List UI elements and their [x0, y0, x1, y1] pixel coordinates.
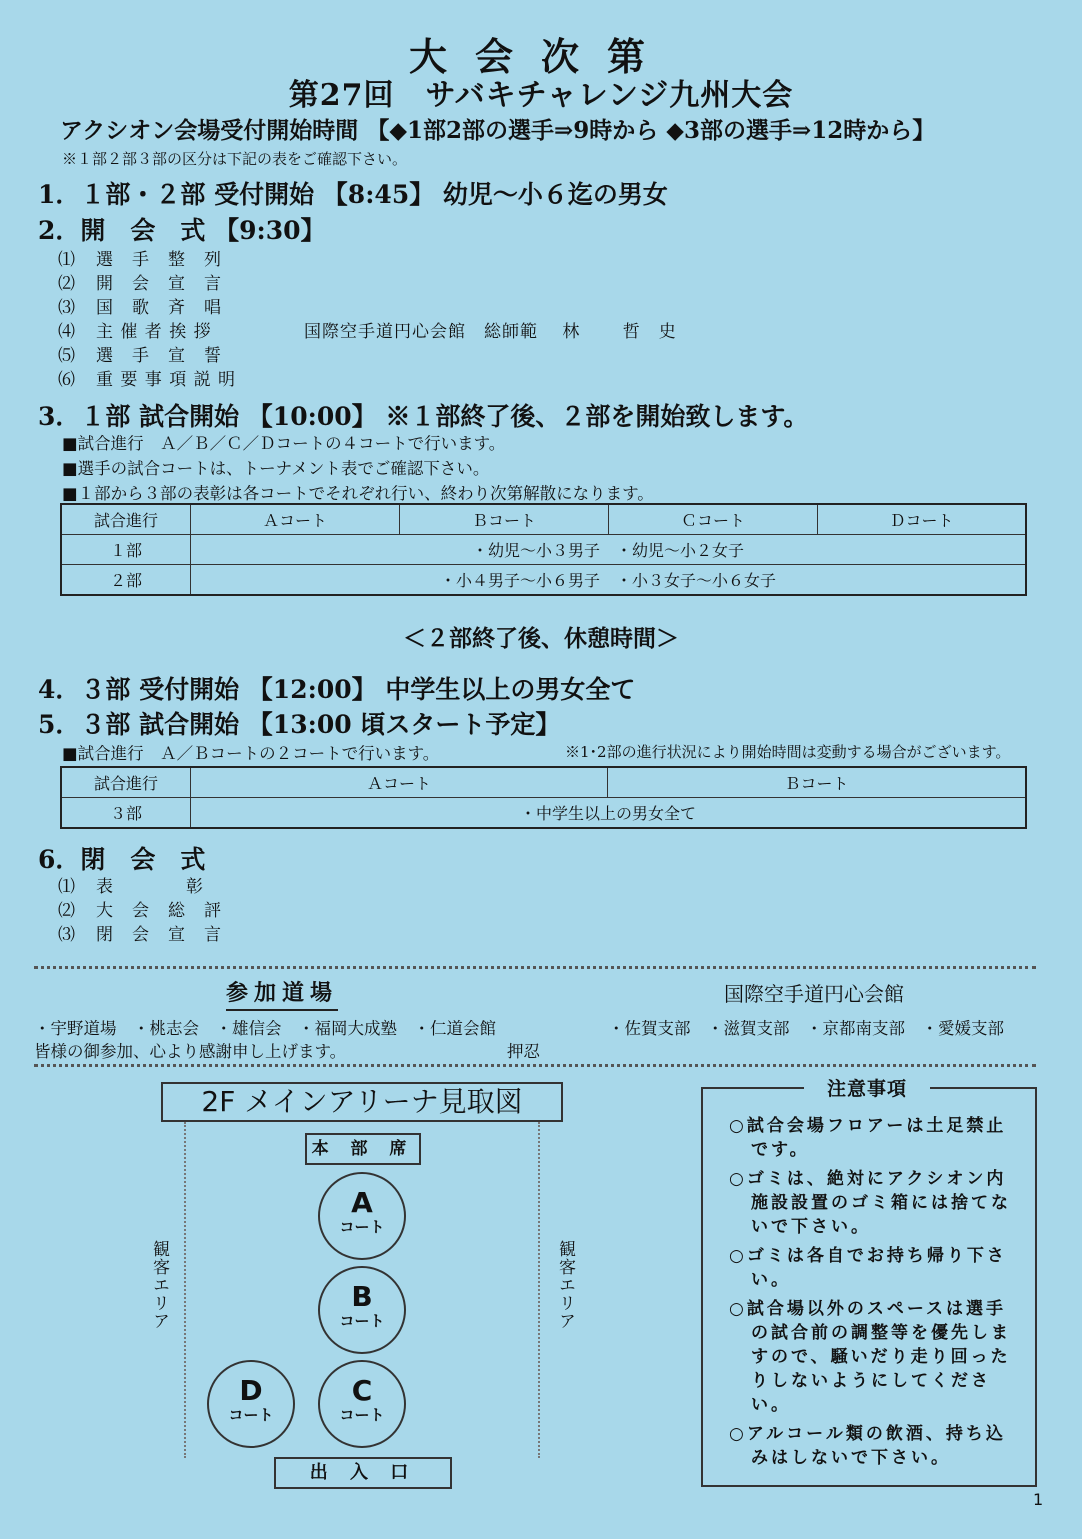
- table-header: Ａコート: [191, 504, 400, 535]
- opening-item: [58, 269, 222, 294]
- table-header: 試合進行: [61, 504, 191, 535]
- opening-item: [58, 317, 677, 342]
- map-title: 2F メインアリーナ見取図: [161, 1082, 563, 1122]
- item-number: ⑴: [58, 250, 76, 270]
- table-header: 試合進行: [61, 767, 191, 798]
- item-number: ⑷: [58, 322, 76, 342]
- opening-item: [58, 293, 222, 318]
- table-cell: ・小４男子～小６男子 ・小３女子～小６女子: [191, 565, 1027, 596]
- item-number: ⑵: [58, 274, 76, 294]
- page-title: 大会次第: [408, 34, 673, 79]
- map-left-boundary: [184, 1122, 186, 1458]
- table-row-label: ３部: [61, 798, 191, 829]
- s3-note: ■試合進行 Ａ／Ｂ／Ｃ／Ｄコートの４コートで行います。: [62, 434, 506, 453]
- item-label: 開 会 宣 言: [96, 274, 222, 294]
- court-letter: C: [351, 1374, 373, 1407]
- map-right-boundary: [538, 1122, 540, 1458]
- notice-title: 注意事項: [804, 1074, 930, 1101]
- org-heading: 国際空手道円心会館: [724, 982, 904, 1006]
- divider: [34, 1064, 1036, 1067]
- table-header: Ｄコート: [818, 504, 1027, 535]
- page-number: 1: [1033, 1490, 1044, 1509]
- signature: 押忍: [507, 1042, 540, 1061]
- table-header: Ｂコート: [608, 767, 1027, 798]
- notice-item: ○アルコール類の飲酒、持ち込みはしないで下さい。: [729, 1424, 1006, 1468]
- divider: [34, 966, 1036, 969]
- division-note: ※１部２部３部の区分は下記の表をご確認下さい。: [62, 150, 408, 168]
- break-notice: ＜２部終了後、休憩時間＞: [403, 625, 679, 652]
- court-label: コート: [339, 1218, 385, 1236]
- court-c: [318, 1360, 406, 1448]
- section-1-heading: 1．１部・２部 受付開始 【8:45】 幼児～小６迄の男女: [38, 180, 668, 209]
- item-label: 表 彰: [96, 877, 204, 897]
- table-header-row: [61, 504, 1026, 535]
- table-header: Ａコート: [191, 767, 608, 798]
- item-detail: 国際空手道円心会館 総師範 林 哲 史: [304, 322, 677, 342]
- notice-item: ○ゴミは各自でお持ち帰り下さい。: [729, 1246, 1007, 1290]
- item-number: ⑹: [58, 370, 76, 390]
- item-number: ⑴: [58, 877, 76, 897]
- item-label: 閉 会 宣 言: [96, 925, 222, 945]
- item-label: 選 手 整 列: [96, 250, 222, 270]
- hq-seat: 本 部 席: [305, 1133, 421, 1165]
- table-cell: ・幼児～小３男子 ・幼児～小２女子: [191, 535, 1027, 565]
- schedule-table-1: [60, 503, 1027, 596]
- notice-item: ○試合会場フロアーは土足禁止です。: [729, 1116, 1007, 1160]
- thanks-message: 皆様の御参加、心より感謝申し上げます。: [34, 1042, 347, 1061]
- section-3-heading: 3．１部 試合開始 【10:00】 ※１部終了後、２部を開始致します。: [38, 402, 809, 431]
- table-row: [61, 535, 1026, 565]
- court-b: [318, 1266, 406, 1354]
- item-label: 主 催 者 挨 拶: [96, 322, 212, 342]
- s3-note: ■選手の試合コートは、トーナメント表でご確認下さい。: [62, 459, 490, 478]
- closing-item: [58, 872, 204, 897]
- item-label: 重 要 事 項 説 明: [96, 370, 237, 390]
- item-number: ⑶: [58, 298, 76, 318]
- table-row-label: ２部: [61, 565, 191, 596]
- court-label: コート: [339, 1312, 385, 1330]
- event-name: 第27回 サバキチャレンジ九州大会: [288, 78, 794, 113]
- item-label: 選 手 宣 誓: [96, 346, 222, 366]
- opening-item: [58, 245, 222, 270]
- reception-time: アクシオン会場受付開始時間 【◆1部2部の選手⇒9時から ◆3部の選手⇒12時から】: [60, 117, 936, 144]
- s5-note: ■試合進行 Ａ／Ｂコートの２コートで行います。: [62, 744, 440, 763]
- section-2-heading: 2．開 会 式 【9:30】: [38, 216, 326, 245]
- branch-list: ・佐賀支部 ・滋賀支部 ・京都南支部 ・愛媛支部: [608, 1019, 1004, 1038]
- item-number: ⑶: [58, 925, 76, 945]
- court-letter: B: [351, 1280, 373, 1313]
- section-4-heading: 4．３部 受付開始 【12:00】 中学生以上の男女全て: [38, 675, 636, 704]
- section-6-heading: 6．閉 会 式: [38, 845, 206, 874]
- s3-note: ■１部から３部の表彰は各コートでそれぞれ行い、終わり次第解散になります。: [62, 484, 654, 503]
- notice-list: [729, 1114, 1015, 1475]
- dojo-heading: 参加道場: [226, 976, 338, 1011]
- opening-item: [58, 365, 237, 390]
- court-a: [318, 1172, 406, 1260]
- s5-timing-note: ※1･2部の進行状況により開始時間は変動する場合がございます。: [565, 743, 1011, 761]
- court-letter: D: [239, 1374, 263, 1407]
- item-number: ⑸: [58, 346, 76, 366]
- opening-item: [58, 341, 222, 366]
- table-row: [61, 798, 1026, 829]
- table-header-row: [61, 767, 1026, 798]
- closing-item: [58, 896, 222, 921]
- table-cell: ・中学生以上の男女全て: [191, 798, 1027, 829]
- table-header: Ｂコート: [400, 504, 609, 535]
- item-label: 大 会 総 評: [96, 901, 222, 921]
- table-header: Ｃコート: [609, 504, 818, 535]
- court-d: [207, 1360, 295, 1448]
- table-row-label: １部: [61, 535, 191, 565]
- audience-area-right: 観客エリア: [555, 1240, 575, 1330]
- entrance: 出 入 口: [274, 1457, 452, 1489]
- court-label: コート: [339, 1406, 385, 1424]
- court-label: コート: [228, 1406, 274, 1424]
- item-label: 国 歌 斉 唱: [96, 298, 222, 318]
- court-letter: A: [351, 1186, 373, 1219]
- audience-area-left: 観客エリア: [149, 1240, 169, 1330]
- table-row: [61, 565, 1026, 596]
- item-number: ⑵: [58, 901, 76, 921]
- notice-item: ○試合場以外のスペースは選手の試合前の調整等を優先しますので、騒いだり走り回ったりしないようにしてください。: [729, 1299, 1011, 1415]
- schedule-table-2: [60, 766, 1027, 829]
- section-5-heading: 5．３部 試合開始 【13:00 頃スタート予定】: [38, 710, 561, 739]
- dojo-list: ・宇野道場 ・桃志会 ・雄信会 ・福岡大成塾 ・仁道会館: [34, 1019, 496, 1038]
- closing-item: [58, 920, 222, 945]
- notice-item: ○ゴミは、絶対にアクシオン内施設設置のゴミ箱には捨てないで下さい。: [729, 1169, 1011, 1237]
